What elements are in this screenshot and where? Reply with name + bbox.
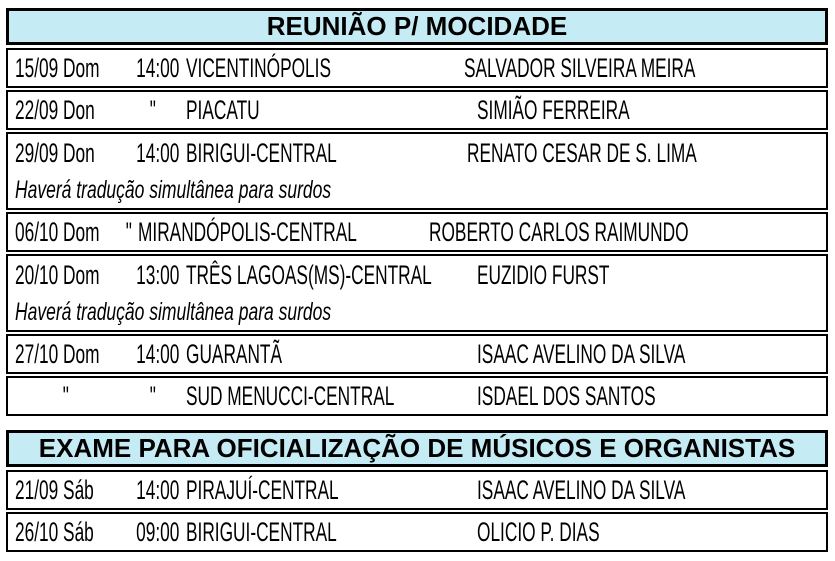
row-location: VICENTINÓPOLIS: [186, 52, 331, 83]
row-time: 14:00: [136, 338, 180, 369]
row-date: 21/09 Sáb: [15, 474, 94, 505]
row-name: RENATO CESAR DE S. LIMA: [466, 137, 697, 168]
row-time: 14:00: [136, 137, 180, 168]
row-note: Haverá tradução simultânea para surdos: [15, 175, 332, 204]
row-name: ISDAEL DOS SANTOS: [477, 380, 656, 411]
row-main-line: [8, 514, 826, 550]
row-location: BIRIGUI-CENTRAL: [186, 516, 337, 547]
row-location: SUD MENUCCI-CENTRAL: [186, 380, 395, 411]
row-time: 14:00: [136, 52, 180, 83]
row-time: ": [149, 94, 157, 125]
table-row: [6, 470, 828, 510]
row-location: BIRIGUI-CENTRAL: [186, 137, 337, 168]
row-main-line: [8, 50, 826, 86]
table-reuniao-mocidade: [6, 8, 828, 416]
row-main-line: [8, 336, 826, 372]
row-date: 20/10 Dom: [15, 259, 100, 290]
row-date: 15/09 Dom: [15, 52, 100, 83]
row-date: 22/09 Don: [15, 94, 95, 125]
section-title-reuniao-mocidade: REUNIÃO P/ MOCIDADE: [6, 8, 828, 45]
row-date: 29/09 Don: [15, 137, 95, 168]
row-date: 27/10 Dom: [15, 338, 100, 369]
row-time: 09:00: [136, 516, 180, 547]
row-name: SIMIÃO FERREIRA: [477, 94, 630, 125]
row-time: ": [125, 216, 132, 247]
row-note: Haverá tradução simultânea para surdos: [15, 297, 332, 326]
table-row: [6, 212, 828, 252]
table-row: [6, 376, 828, 416]
row-location: PIACATU: [186, 94, 260, 125]
row-location: TRÊS LAGOAS(MS)-CENTRAL: [186, 259, 432, 290]
table-row: [6, 254, 828, 332]
row-time: 14:00: [136, 474, 180, 505]
table-row: [6, 90, 828, 130]
row-name: ROBERTO CARLOS RAIMUNDO: [428, 216, 689, 247]
row-main-line: [8, 378, 826, 414]
row-location: MIRANDÓPOLIS-CENTRAL: [137, 216, 357, 247]
row-time: 13:00: [136, 259, 180, 290]
row-main-line: [8, 256, 826, 294]
row-name: EUZIDIO FURST: [477, 259, 610, 290]
row-main-line: [8, 214, 826, 250]
row-main-line: [8, 134, 826, 172]
table-gap: [6, 418, 828, 430]
table-rows-exame: [6, 470, 828, 552]
table-row: [6, 512, 828, 552]
row-location: GUARANTÃ: [186, 338, 283, 369]
row-date: ": [62, 380, 70, 411]
table-exame-oficializacao: [6, 430, 828, 552]
row-date: 06/10 Dom: [15, 216, 100, 247]
row-name: SALVADOR SILVEIRA MEIRA: [464, 52, 696, 83]
row-name: ISAAC AVELINO DA SILVA: [477, 338, 686, 369]
row-main-line: [8, 472, 826, 508]
row-main-line: [8, 92, 826, 128]
row-location: PIRAJUÍ-CENTRAL: [186, 474, 339, 505]
row-name: OLICIO P. DIAS: [477, 516, 600, 547]
table-row: [6, 48, 828, 88]
table-rows-reuniao: [6, 48, 828, 416]
table-row: [6, 334, 828, 374]
section-title-exame-oficializacao: EXAME PARA OFICIALIZAÇÃO DE MÚSICOS E ORGANISTAS: [6, 430, 828, 467]
row-date: 26/10 Sáb: [15, 516, 94, 547]
row-name: ISAAC AVELINO DA SILVA: [477, 474, 686, 505]
row-time: ": [149, 380, 157, 411]
table-row: [6, 132, 828, 210]
